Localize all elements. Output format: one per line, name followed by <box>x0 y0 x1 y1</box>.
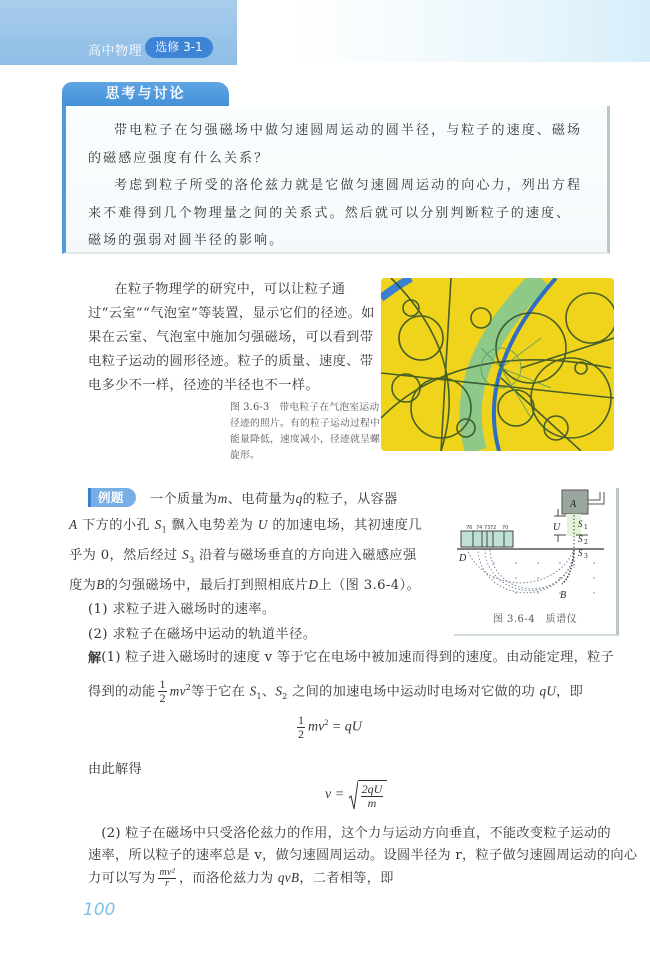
var-S: S <box>182 546 190 562</box>
numerator: 1 <box>159 677 166 692</box>
subscript: 1 <box>161 525 168 535</box>
solution-text: 力可以写为 <box>88 871 156 886</box>
svg-text:74: 74 <box>476 525 483 531</box>
var-S: S <box>275 683 283 699</box>
solution-text: 、 <box>261 684 276 700</box>
var-B: B <box>96 576 105 592</box>
equation-lhs: v = <box>325 787 345 802</box>
example-text: 度为 <box>69 577 97 593</box>
svg-text:S: S <box>578 548 583 558</box>
example-text: 沿着与磁场垂直的方向进入磁感应强 <box>194 547 417 563</box>
solution-text: ，二者相等，即 <box>299 871 394 886</box>
radical-sign-icon <box>348 780 358 810</box>
solution-text: 得到的动能 <box>88 684 156 700</box>
example-text: 飘入电势差为 <box>167 517 258 533</box>
svg-text:D: D <box>459 553 467 564</box>
var-mv: mv <box>308 719 325 735</box>
figure-3-6-3-caption: 图 3.6-3 带电粒子在气泡室运动径迹的照片。有的粒子运动过程中能量降低，速度减小，径迹就呈螺旋形。 <box>230 402 380 461</box>
denominator: m <box>367 796 377 810</box>
volume-pill: 选修 3-1 <box>145 37 213 58</box>
solution-text: 之间的加速电场中运动时电场对它做的功 <box>287 684 540 700</box>
discussion-paragraph: 考虑到粒子所受的洛伦兹力就是它做匀速圆周运动的向心力，列出方程来不难得到几个物理量之间的关系式。然后就可以分别判断粒子的速度、磁场的强弱对圆半径的影响。 <box>88 178 583 248</box>
discussion-box <box>62 106 610 254</box>
figure-3-6-4-caption: 图 3.6-4 质谱仪 <box>492 614 578 625</box>
figure-3-6-4-mass-spectrometer <box>454 488 619 636</box>
example-text: 的粒子，从容器 <box>302 492 398 507</box>
solution-part2 <box>88 823 638 890</box>
example-text: 的加速电场，其初速度几 <box>267 517 422 533</box>
example-badge: 例题 <box>88 488 136 507</box>
svg-text:2: 2 <box>584 539 588 546</box>
svg-text:S: S <box>578 534 583 544</box>
solution-text: 速率，所以粒子的速率总是 v，做匀速圆周运动。设圆半径为 r，粒子做匀速圆周运动的向心 <box>88 848 638 863</box>
numerator: 1 <box>298 713 304 727</box>
solution-part1-line2 <box>88 673 618 712</box>
var-qvB: qvB <box>277 870 300 885</box>
derive-label: 由此解得 <box>88 762 142 777</box>
numerator: 2qU <box>361 782 383 796</box>
var-A: A <box>69 516 78 532</box>
example-text: 的匀强磁场中，最后打到照相底片 <box>104 577 309 593</box>
denominator: 2 <box>298 727 304 741</box>
solution-text: ，即 <box>556 684 584 700</box>
fraction-2qU-over-m <box>361 783 384 810</box>
svg-text:72: 72 <box>490 525 497 531</box>
svg-text:3: 3 <box>584 553 588 560</box>
question-1: (1) 求粒子进入磁场时的速率。 <box>88 602 276 618</box>
discussion-tab-title: 思考与讨论 <box>62 82 229 106</box>
solution-text: ，而洛伦兹力为 <box>179 871 278 886</box>
svg-text:76: 76 <box>466 525 473 531</box>
svg-text:B: B <box>560 590 567 601</box>
denominator: r <box>165 878 170 889</box>
var-q: q <box>295 491 303 506</box>
denominator: 2 <box>159 691 166 706</box>
svg-text:70: 70 <box>502 525 509 531</box>
solution-text: 等于它在 <box>191 684 250 700</box>
question-2: (2) 求粒子在磁场中运动的轨道半径。 <box>88 626 317 642</box>
subscript: 1 <box>256 692 262 702</box>
book-title: 高中物理 <box>88 44 143 59</box>
equation-rhs: = qU <box>331 719 362 735</box>
subscript: 3 <box>189 555 195 565</box>
bubble-chamber-photo <box>381 278 614 451</box>
solution-part1-line1: (1) 粒子进入磁场时的速度 v 等于它在电场中被加速而得到的速度。由动能定理，粒子 <box>101 650 615 665</box>
var-D: D <box>308 576 319 592</box>
example-text: 下方的小孔 <box>77 517 155 533</box>
subscript: 2 <box>282 692 288 702</box>
var-m: m <box>217 491 228 506</box>
intro-paragraph: 在粒子物理学的研究中，可以让粒子通过“云室”“气泡室”等装置，显示它们的径迹。如果在云室、气泡室中施加匀强磁场，可以看到带电粒子运动的圆形径迹。粒子的质量、速度、带电多少不一样，径迹的半径也不一样。 <box>88 282 375 393</box>
fraction-mv2-over-r <box>158 868 176 889</box>
mass-spectrometer-diagram <box>454 488 616 608</box>
var-U: U <box>257 516 268 532</box>
example-text: 上（图 3.6-4）。 <box>318 577 421 593</box>
equation-velocity <box>325 780 387 810</box>
example-text: 一个质量为 <box>149 492 218 507</box>
solution-label: 解 <box>88 651 102 667</box>
svg-text:73: 73 <box>484 525 491 531</box>
svg-text:S: S <box>578 519 583 529</box>
square-root <box>348 780 388 810</box>
superscript: 2 <box>324 718 329 728</box>
var-S: S <box>154 516 162 532</box>
example-text: 乎为 0，然后经过 <box>69 547 183 563</box>
fraction-one-half <box>158 678 166 705</box>
var-qU: qU <box>539 683 557 699</box>
numerator: mv² <box>159 867 175 878</box>
svg-text:U: U <box>553 522 561 533</box>
page-number: 100 <box>83 900 116 920</box>
example-problem <box>69 487 438 672</box>
discussion-paragraph: 带电粒子在匀强磁场中做匀速圆周运动的圆半径，与粒子的速度、磁场的磁感应强度有什么关系？ <box>88 123 583 166</box>
example-text: 、电荷量为 <box>227 492 296 507</box>
var-S: S <box>249 683 257 699</box>
svg-text:1: 1 <box>584 524 588 531</box>
bubble-chamber-image <box>381 278 614 451</box>
var-mv: mv <box>169 683 186 699</box>
svg-text:A: A <box>570 499 577 510</box>
solution-text: (2) 粒子在磁场中只受洛伦兹力的作用，这个力与运动方向垂直，不能改变粒子运动的 <box>101 826 611 841</box>
fraction-one-half <box>297 714 305 741</box>
equation-kinetic-energy <box>294 714 362 741</box>
superscript: 2 <box>185 683 192 692</box>
